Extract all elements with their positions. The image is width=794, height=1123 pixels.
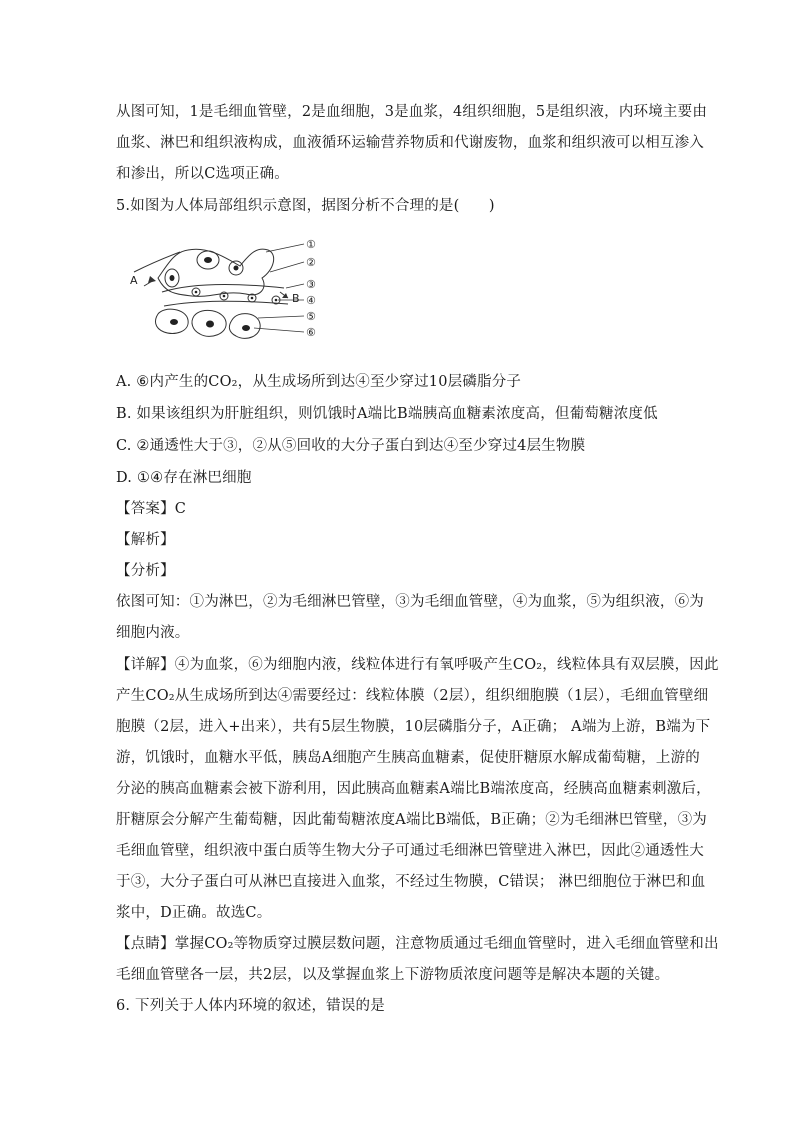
question-6-stem: 6. 下列关于人体内环境的叙述，错误的是 bbox=[116, 998, 385, 1014]
diagram-label-a: A bbox=[130, 274, 138, 287]
text-line: 血浆、淋巴和组织液构成，血液循环运输营养物质和代谢废物，血浆和组织液可以相互渗入 bbox=[116, 135, 704, 151]
text-line: 分泌的胰高血糖素会被下游利用，因此胰高血糖素A端比B端浓度高，经胰高血糖素刺激后， bbox=[116, 781, 711, 797]
diagram-marker-3: ③ bbox=[306, 278, 316, 291]
option-d: D. ①④存在淋巴细胞 bbox=[116, 470, 252, 486]
text-line: 胞膜（2层，进入+出来），共有5层生物膜，10层磷脂分子，A正确； A端为上游，B端为下 bbox=[116, 719, 711, 735]
answer-heading: 【答案】C bbox=[116, 501, 187, 517]
diagram-label-b: B bbox=[292, 292, 300, 305]
diagram-marker-1: ① bbox=[306, 238, 316, 251]
text-line: 毛细血管壁，组织液中蛋白质等生物大分子可通过毛细淋巴管壁进入淋巴，因此②通透性大 bbox=[116, 843, 704, 859]
text-line: 【详解】④为血浆，⑥为细胞内液，线粒体进行有氧呼吸产生CO₂，线粒体具有双层膜，因此 bbox=[116, 657, 719, 673]
question-5-stem: 5.如图为人体局部组织示意图，据图分析不合理的是( ) bbox=[116, 198, 495, 214]
option-b: B. 如果该组织为肝脏组织，则饥饿时A端比B端胰高血糖素浓度高，但葡萄糖浓度低 bbox=[116, 406, 658, 422]
breakdown-heading: 【分析】 bbox=[116, 563, 175, 579]
analysis-heading: 【解析】 bbox=[116, 532, 175, 548]
diagram-marker-2: ② bbox=[306, 256, 316, 269]
diagram-marker-4: ④ bbox=[306, 294, 316, 307]
text-line: 和渗出，所以C选项正确。 bbox=[116, 166, 289, 182]
text-line: 产生CO₂从生成场所到达④需要经过：线粒体膜（2层），组织细胞膜（1层），毛细血管壁细 bbox=[116, 688, 709, 704]
text-line: 游，饥饿时，血糖水平低，胰岛A细胞产生胰高血糖素，促使肝糖原水解成葡萄糖，上游的 bbox=[116, 750, 700, 766]
option-c: C. ②通透性大于③，②从⑤回收的大分子蛋白到达④至少穿过4层生物膜 bbox=[116, 438, 586, 454]
text-line: 细胞内液。 bbox=[116, 625, 190, 641]
diagram-marker-6: ⑥ bbox=[306, 326, 316, 339]
text-line: 于③，大分子蛋白可从淋巴直接进入血浆，不经过生物膜，C错误； 淋巴细胞位于淋巴和血 bbox=[116, 874, 706, 890]
text-line: 浆中，D正确。故选C。 bbox=[116, 905, 272, 921]
tissue-diagram bbox=[128, 236, 328, 358]
diagram-marker-5: ⑤ bbox=[306, 310, 316, 323]
text-line: 依图可知：①为淋巴，②为毛细淋巴管壁，③为毛细血管壁，④为血浆，⑤为组织液，⑥为 bbox=[116, 594, 704, 610]
text-line: 【点睛】掌握CO₂等物质穿过膜层数问题，注意物质通过毛细血管壁时，进入毛细血管壁和出 bbox=[116, 936, 719, 952]
text-line: 毛细血管壁各一层，共2层，以及掌握血浆上下游物质浓度问题等是解决本题的关键。 bbox=[116, 967, 670, 983]
text-line: 肝糖原会分解产生葡萄糖，因此葡萄糖浓度A端比B端低，B正确；②为毛细淋巴管壁，③为 bbox=[116, 812, 707, 828]
text-line: 从图可知，1是毛细血管壁，2是血细胞，3是血浆，4组织细胞，5是组织液，内环境主要由 bbox=[116, 104, 708, 120]
option-a: A. ⑥内产生的CO₂，从生成场所到达④至少穿过10层磷脂分子 bbox=[116, 374, 522, 390]
